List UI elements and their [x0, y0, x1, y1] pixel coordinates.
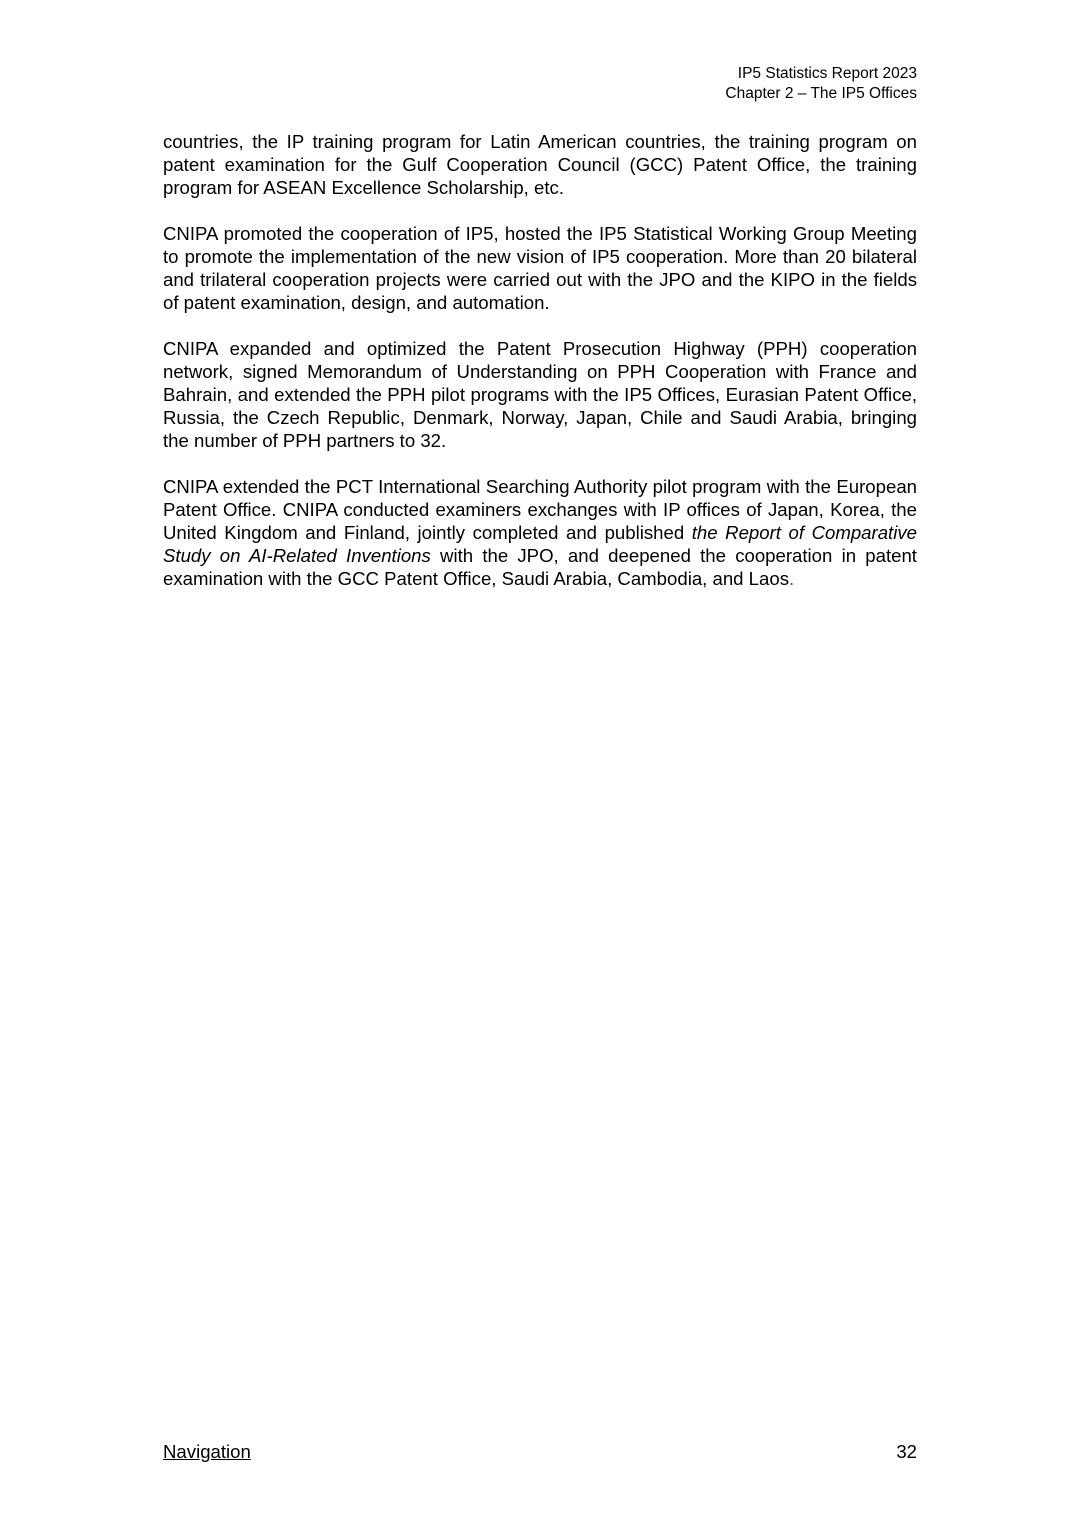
- paragraph-pct-text-1: CNIPA extended the PCT International Searching Authority pilot program with the European Patent Office. CNIPA conducted examiners exchanges with IP offices of Japan, Korea, the United Kingdom and Finland, jointly completed and published: [163, 476, 917, 543]
- paragraph-pph-network: CNIPA expanded and optimized the Patent Prosecution Highway (PPH) cooperation network, signed Memorandum of Understanding on PPH Cooperation with France and Bahrain, and extended the PPH pilot programs with the IP5 Offices, Eurasian Patent Office, Russia, the Czech Republic, Denmark, Norway, Japan, Chile and Saudi Arabia, bringing the number of PPH partners to 32.: [163, 338, 917, 451]
- paragraph-training-programs: countries, the IP training program for Latin American countries, the training program on patent examination for the Gulf Cooperation Council (GCC) Patent Office, the training program for ASEAN Excellence Scholarship, etc.: [163, 131, 917, 198]
- navigation-link[interactable]: Navigation: [163, 1441, 251, 1462]
- report-title: IP5 Statistics Report 2023: [737, 65, 917, 82]
- red-period-mark: .: [789, 568, 795, 589]
- page-footer: [163, 1440, 917, 1464]
- paragraph-pct-text-2: with the JPO, and deepened the cooperation in patent examination with the GCC Patent Office, Saudi Arabia, Cambodia, and Laos: [163, 545, 917, 589]
- paragraph-pct-authority: [163, 475, 917, 590]
- chapter-title: Chapter 2 – The IP5 Offices: [725, 85, 917, 102]
- page-header: [725, 64, 917, 104]
- report-title-italic: the Report of Comparative Study on AI-Related Inventions: [163, 522, 917, 566]
- page-number: 32: [896, 1441, 917, 1462]
- body-text: [163, 130, 917, 613]
- paragraph-ip5-cooperation: CNIPA promoted the cooperation of IP5, hosted the IP5 Statistical Working Group Meeting to promote the implementation of the new vision of IP5 cooperation. More than 20 bilateral and trilateral cooperation projects were carried out with the JPO and the KIPO in the fields of patent examination, design, and automation.: [163, 223, 917, 313]
